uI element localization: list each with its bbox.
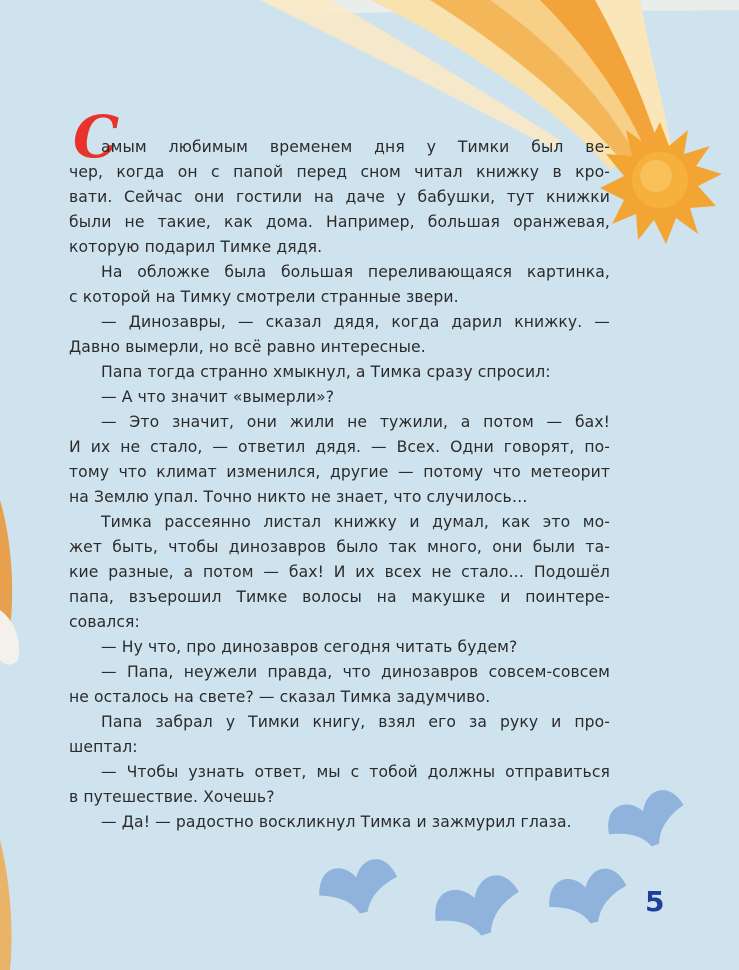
text-line: жет быть, чтобы динозавров было так много, они были та- bbox=[69, 538, 610, 556]
text-line: Давно вымерли, но всё равно интересные. bbox=[69, 338, 426, 356]
text-line: кие разные, а потом — бах! И их всех не стало… Подошёл bbox=[69, 563, 610, 581]
text-line: шептал: bbox=[69, 738, 138, 756]
text-line: вати. Сейчас они гостили на даче у бабушки, тут книжки bbox=[69, 188, 610, 206]
text-line: папа, взъерошил Тимке волосы на макушке и поинтере- bbox=[69, 588, 610, 606]
text-line: — А что значит «вымерли»? bbox=[101, 388, 335, 406]
text-line: чер, когда он с папой перед сном читал книжку в кро- bbox=[69, 163, 610, 181]
text-line: были не такие, как дома. Например, большая оранжевая, bbox=[69, 213, 610, 231]
footprint-icon bbox=[314, 855, 403, 921]
text-line: которую подарил Тимке дядя. bbox=[69, 238, 323, 256]
text-line: не осталось на свете? — сказал Тимка задумчиво. bbox=[69, 688, 491, 706]
text-line: — Папа, неужели правда, что динозавров совсем-совсем bbox=[101, 663, 610, 681]
text-line: И их не стало, — ответил дядя. — Всех. Одни говорят, по- bbox=[69, 438, 610, 456]
text-line: Папа забрал у Тимки книгу, взял его за руку и про- bbox=[101, 713, 610, 731]
text-line: с которой на Тимку смотрели странные звери. bbox=[69, 288, 459, 306]
footprints bbox=[314, 784, 693, 947]
text-line: на Землю упал. Точно никто не знает, что случилось… bbox=[69, 488, 528, 506]
text-line: в путешествие. Хочешь? bbox=[69, 788, 275, 806]
footprint-icon bbox=[428, 869, 528, 947]
text-line: — Чтобы узнать ответ, мы с тобой должны отправиться bbox=[101, 763, 610, 781]
text-line: — Ну что, про динозавров сегодня читать будем? bbox=[101, 638, 518, 656]
footprint-icon bbox=[601, 784, 693, 858]
text-line: На обложке была большая переливающаяся картинка, bbox=[101, 263, 610, 281]
text-line: — Да! — радостно воскликнул Тимка и зажмурил глаза. bbox=[101, 813, 572, 831]
page-number: 5 bbox=[645, 885, 665, 918]
text-line: Папа тогда странно хмыкнул, а Тимка сразу спросил: bbox=[101, 363, 551, 381]
drop-cap: С bbox=[73, 103, 120, 171]
footprint-icon bbox=[543, 864, 633, 932]
text-line: — Динозавры, — сказал дядя, когда дарил книжку. — bbox=[101, 313, 610, 331]
text-line: тому что климат изменился, другие — потому что метеорит bbox=[69, 463, 610, 481]
text-line: совался: bbox=[69, 613, 140, 631]
text-line: Тимка рассеянно листал книжку и думал, как это мо- bbox=[101, 513, 610, 531]
text-line: амым любимым временем дня у Тимки был ве- bbox=[101, 138, 610, 156]
text-line: — Это значит, они жили не тужили, а потом — бах! bbox=[101, 413, 610, 431]
